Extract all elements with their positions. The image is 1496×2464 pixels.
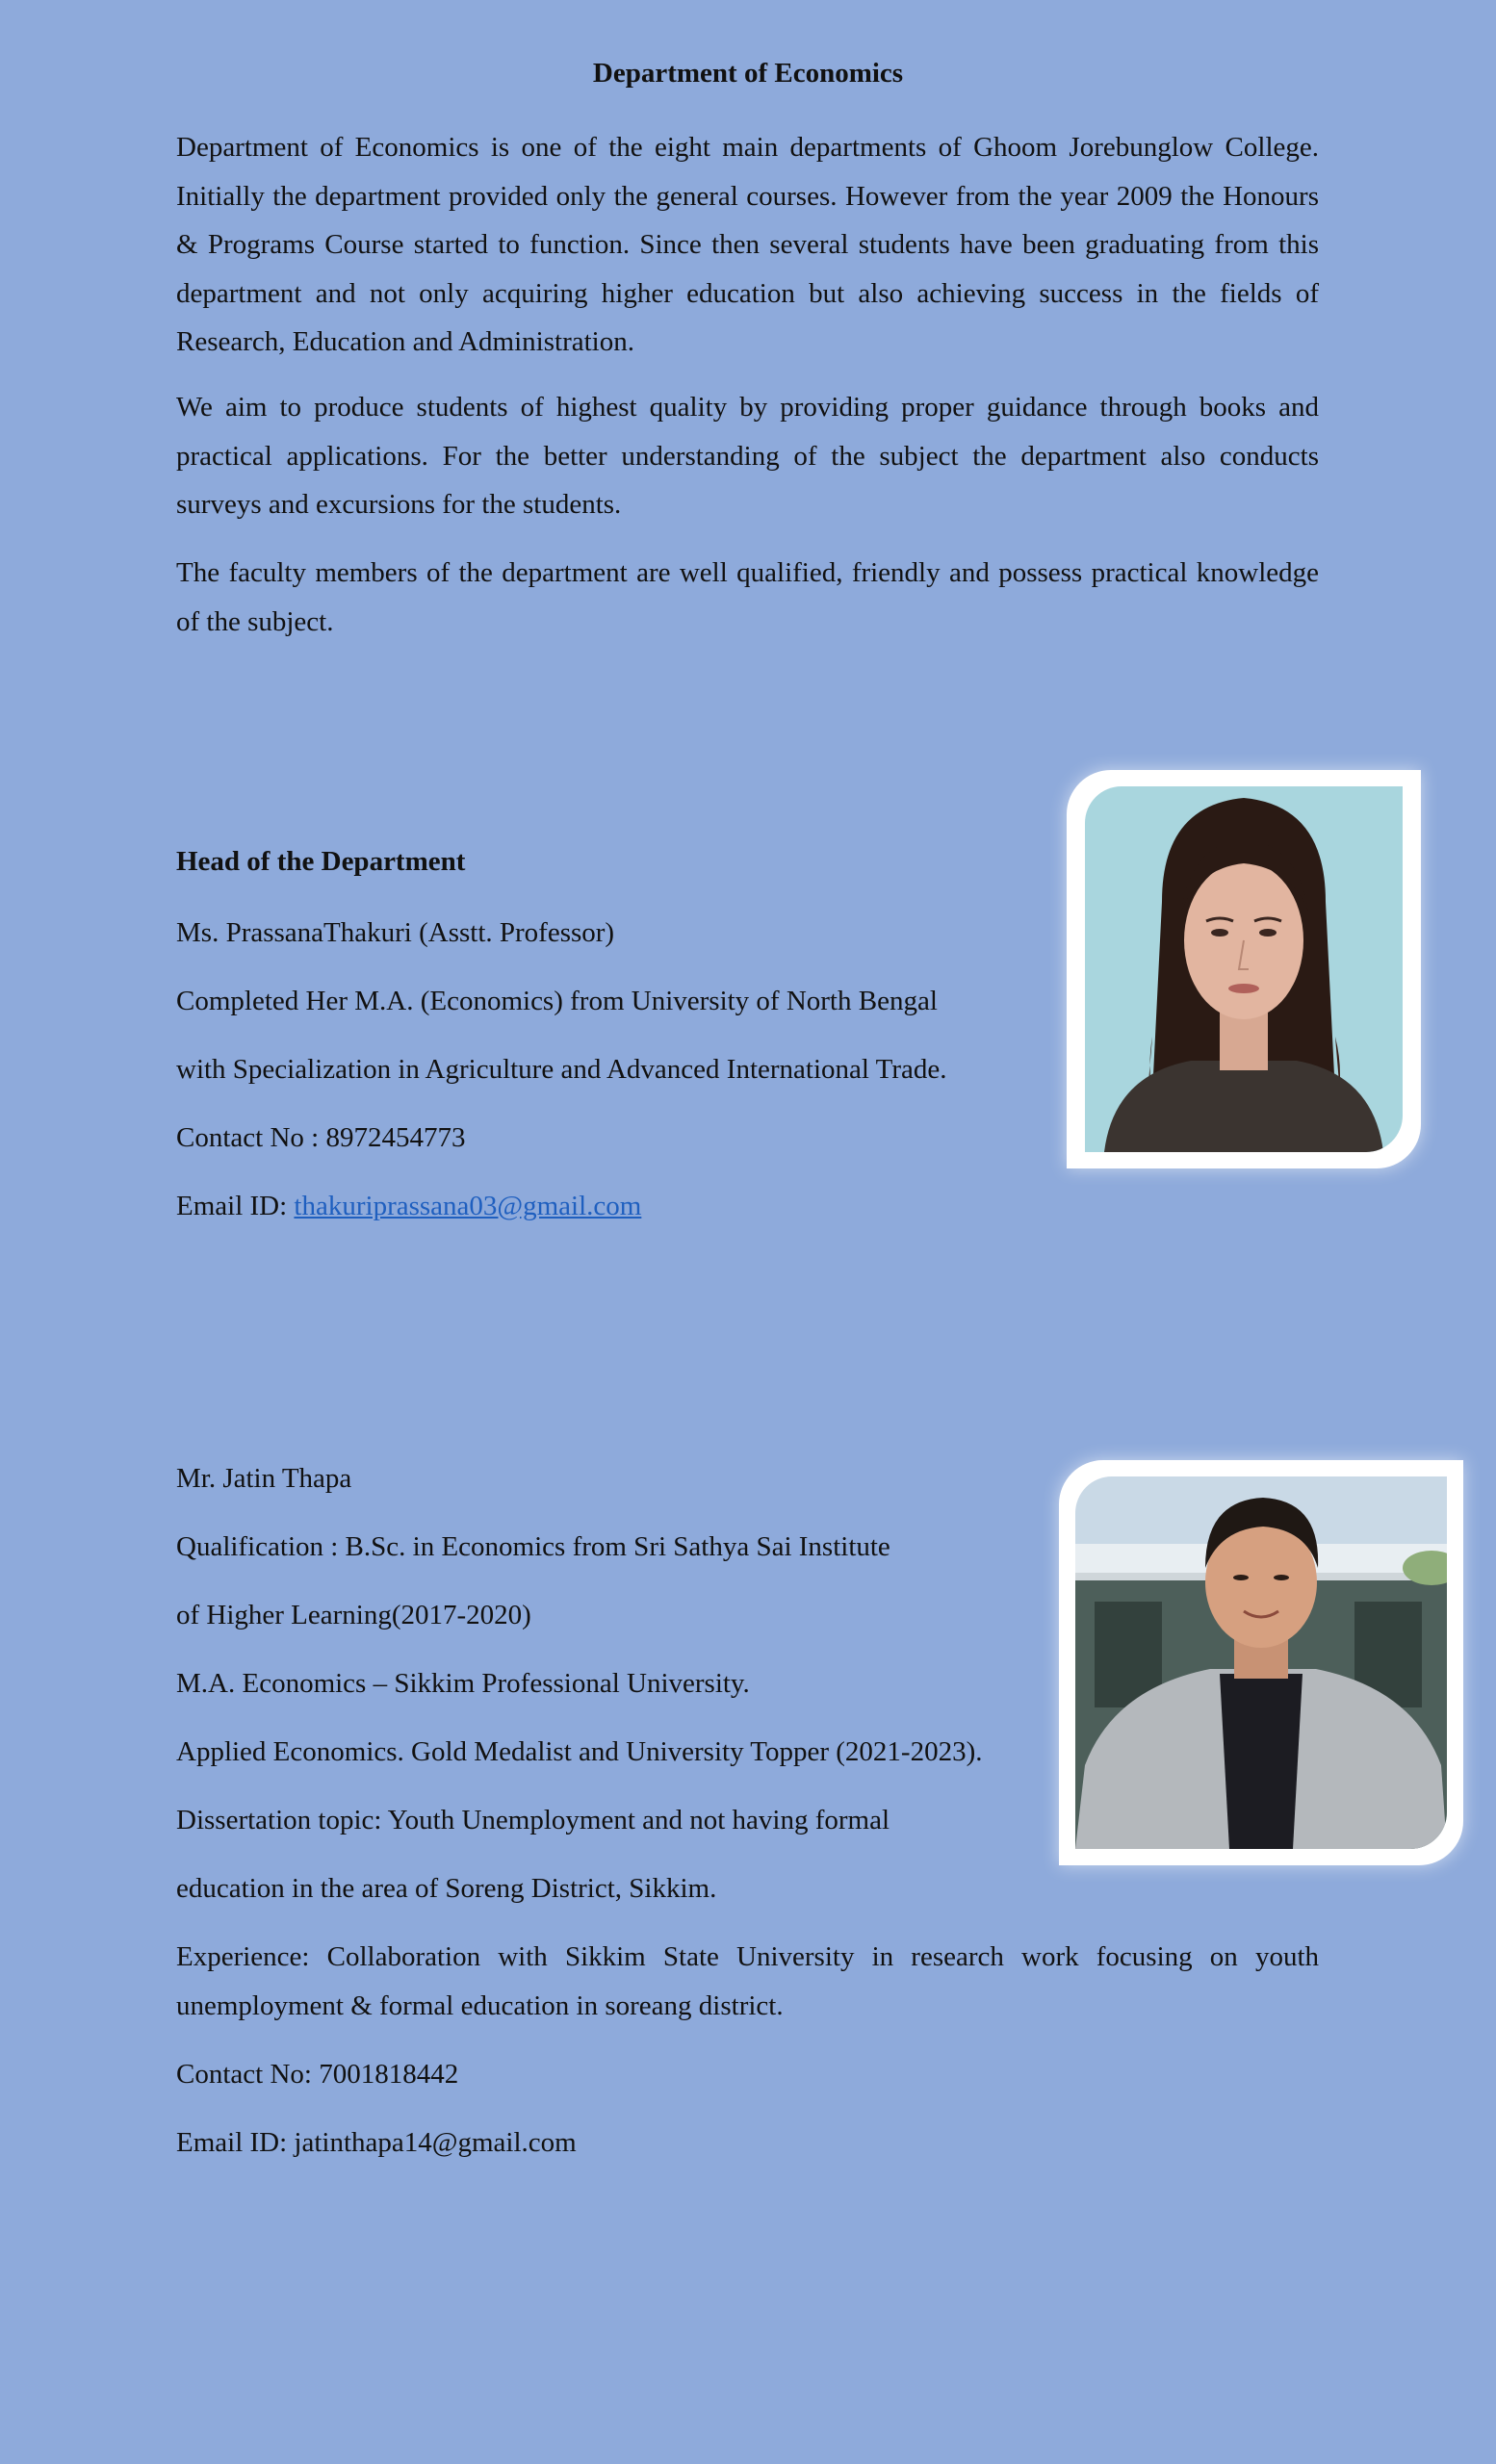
faculty2-name: Mr. Jatin Thapa bbox=[176, 1463, 352, 1494]
hod-portrait-image bbox=[1085, 786, 1403, 1152]
faculty2-portrait-image bbox=[1075, 1476, 1447, 1849]
faculty2-qualification-1: Qualification : B.Sc. in Economics from Sri Sathya Sai Institute bbox=[176, 1531, 890, 1562]
faculty2-dissertation-2: education in the area of Soreng District, Sikkim. bbox=[176, 1873, 717, 1904]
hod-contact: Contact No : 8972454773 bbox=[176, 1122, 466, 1153]
hod-email-label: Email ID: bbox=[176, 1191, 295, 1221]
intro-paragraph-1: Department of Economics is one of the eight main departments of Ghoom Jorebunglow College. Initially the department provided only the general courses. However from the year 2009 the Honours & Programs Course started to function. Since then several students have been graduating from this department and not only acquiring higher education but also achieving success in the fields of Research, Education and Administration. bbox=[176, 132, 1319, 357]
hod-photo bbox=[1085, 786, 1403, 1152]
hod-qualification-1: Completed Her M.A. (Economics) from University of North Bengal bbox=[176, 986, 938, 1016]
faculty2-qualification-3: M.A. Economics – Sikkim Professional University. bbox=[176, 1668, 750, 1699]
faculty2-dissertation-1: Dissertation topic: Youth Unemployment and not having formal bbox=[176, 1805, 890, 1835]
faculty2-contact: Contact No: 7001818442 bbox=[176, 2059, 459, 2090]
hod-photo-frame bbox=[1067, 770, 1421, 1168]
hod-qualification-2: with Specialization in Agriculture and Advanced International Trade. bbox=[176, 1054, 947, 1085]
hod-email-line bbox=[176, 1187, 641, 1225]
hod-heading: Head of the Department bbox=[176, 846, 466, 877]
intro-paragraph-3: The faculty members of the department are well qualified, friendly and possess practical knowledge of the subject. bbox=[176, 557, 1319, 637]
faculty2-qualification-4: Applied Economics. Gold Medalist and University Topper (2021-2023). bbox=[176, 1736, 983, 1767]
faculty2-qualification-2: of Higher Learning(2017-2020) bbox=[176, 1600, 531, 1630]
faculty2-photo-frame bbox=[1059, 1460, 1463, 1865]
hod-name: Ms. PrassanaThakuri (Asstt. Professor) bbox=[176, 917, 615, 948]
intro-paragraph-2: We aim to produce students of highest quality by providing proper guidance through books and practical applications. For the better understanding of the subject the department also conducts surveys and excursions for the students. bbox=[176, 392, 1319, 520]
faculty2-experience: Experience: Collaboration with Sikkim State University in research work focusing on youth unemployment & formal education in soreang district. bbox=[176, 1941, 1319, 2021]
page-title: Department of Economics bbox=[592, 58, 904, 89]
faculty2-email: Email ID: jatinthapa14@gmail.com bbox=[176, 2127, 577, 2158]
faculty2-photo bbox=[1075, 1476, 1447, 1849]
hod-email-link[interactable]: thakuriprassana03@gmail.com bbox=[294, 1191, 642, 1221]
